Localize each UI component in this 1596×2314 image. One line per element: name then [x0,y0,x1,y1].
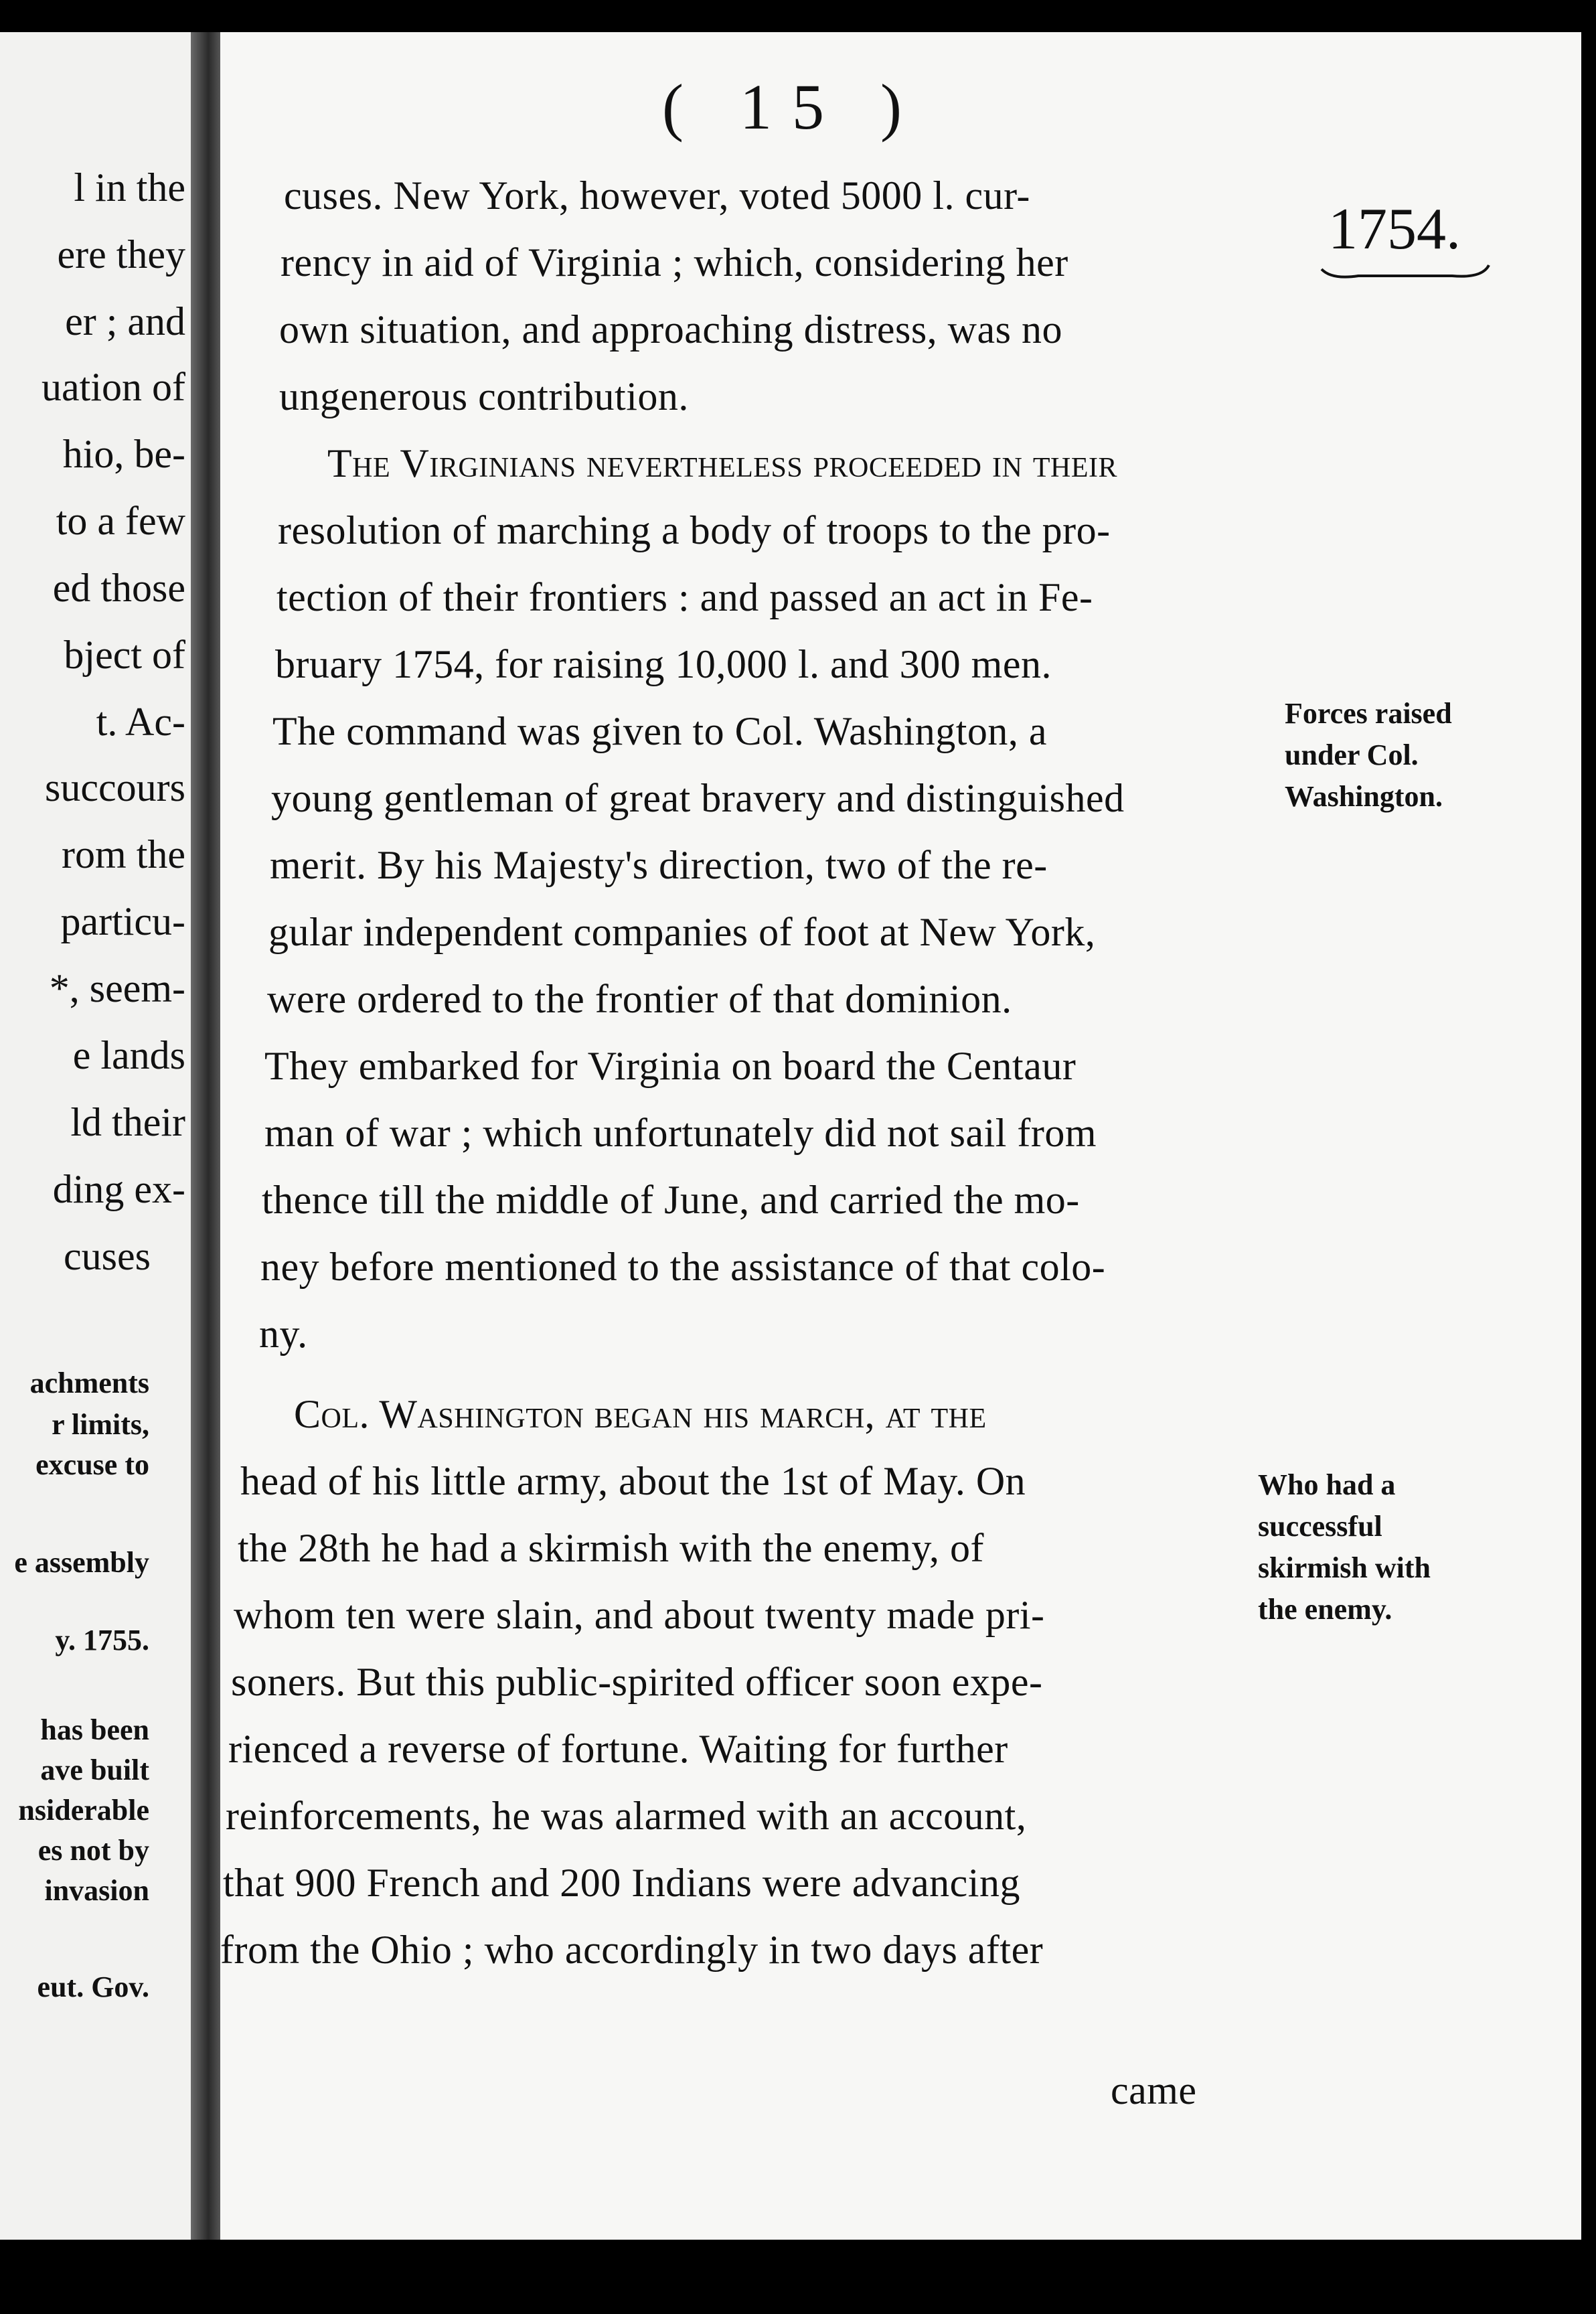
left-text-line: cuses [64,1234,151,1278]
page-number: ( 15 ) [662,71,922,143]
left-text-line: er ; and [65,299,185,343]
left-text-line: to a few [56,499,185,543]
left-margin-note: eut. Gov. [37,1971,149,2003]
left-margin-note: e assembly [14,1546,149,1579]
body-line: the 28th he had a skirmish with the enemy, of [238,1526,985,1570]
left-margin-note: excuse to [35,1448,149,1481]
body-line: thence till the middle of June, and carried the mo- [262,1178,1080,1222]
left-text-line: particu- [60,899,185,943]
body-line: that 900 French and 200 Indians were advancing [223,1861,1020,1905]
left-margin-note: ave built [40,1754,149,1786]
left-text-line: succours [45,765,185,809]
main-page [220,0,1596,2314]
body-line: The command was given to Col. Washington, a [272,709,1048,753]
left-text-line: ld their [70,1100,185,1144]
body-line: resolution of marching a body of troops to the pro- [278,508,1111,552]
body-line: from the Ohio ; who accordingly in two days after [220,1928,1044,1972]
left-margin-note: r limits, [52,1408,149,1441]
body-line: young gentleman of great bravery and distinguished [271,776,1125,820]
body-line: Col. Washington began his march, at the [294,1392,987,1436]
body-line: The Virginians nevertheless proceeded in their [327,441,1117,485]
left-text-line: rom the [62,832,185,876]
margin-note-forces: Forces raised [1285,697,1452,730]
scan-top-border [0,0,1596,32]
left-margin-note: es not by [37,1834,149,1867]
left-margin-note: has been [40,1713,149,1746]
body-line: tection of their frontiers : and passed an act in Fe- [276,575,1093,619]
year-flourish-ornament [1318,261,1492,281]
left-text-line: t. Ac- [96,700,185,744]
left-text-line: l in the [74,165,185,210]
body-line: bruary 1754, for raising 10,000 l. and 300 men. [275,642,1052,686]
body-line: reinforcements, he was alarmed with an account, [226,1794,1027,1838]
body-line: ney before mentioned to the assistance of that colo- [260,1245,1106,1289]
left-text-line: *, seem- [49,966,185,1010]
left-text-line: ding ex- [52,1167,185,1211]
left-text-line: ed those [52,566,185,610]
left-margin-note: achments [29,1367,149,1399]
body-line: rency in aid of Virginia ; which, considering her [281,240,1068,285]
body-line: whom ten were slain, and about twenty made pri- [234,1593,1045,1637]
body-line: gular independent companies of foot at New York, [268,910,1096,954]
year-heading: 1754. [1328,197,1461,262]
catchword: came [1111,2068,1197,2112]
body-line: head of his little army, about the 1st of May. On [240,1459,1026,1503]
body-line: own situation, and approaching distress, was no [279,307,1062,352]
left-text-line: bject of [64,633,185,677]
left-page [0,0,191,2314]
left-margin-note: invasion [44,1874,149,1907]
body-line: soners. But this public-spirited officer soon expe- [231,1660,1043,1704]
scan-bottom-border [0,2240,1596,2314]
body-line: ny. [259,1312,308,1356]
margin-note-skirmish: successful [1258,1510,1382,1543]
margin-note-forces: Washington. [1285,780,1443,813]
body-line: were ordered to the frontier of that dominion. [267,977,1012,1021]
body-line: cuses. New York, however, voted 5000 l. cur- [284,173,1030,218]
left-text-line: uation of [42,365,185,409]
body-line: man of war ; which unfortunately did not sail from [264,1111,1097,1155]
body-line: merit. By his Majesty's direction, two of the re- [270,843,1048,887]
left-text-line: hio, be- [62,432,185,476]
margin-note-skirmish: Who had a [1258,1468,1396,1501]
body-line: ungenerous contribution. [279,374,689,418]
margin-note-skirmish: the enemy. [1258,1593,1392,1626]
left-text-line: e lands [72,1033,185,1077]
margin-note-skirmish: skirmish with [1258,1551,1431,1584]
book-spine [191,0,220,2314]
left-margin-note: y. 1755. [55,1624,149,1656]
left-margin-note: nsiderable [18,1794,149,1827]
body-line: They embarked for Virginia on board the Centaur [264,1044,1076,1088]
margin-note-forces: under Col. [1285,739,1419,771]
scan-right-border [1581,0,1596,2314]
left-text-line: ere they [57,232,185,277]
body-line: rienced a reverse of fortune. Waiting for further [228,1727,1008,1771]
